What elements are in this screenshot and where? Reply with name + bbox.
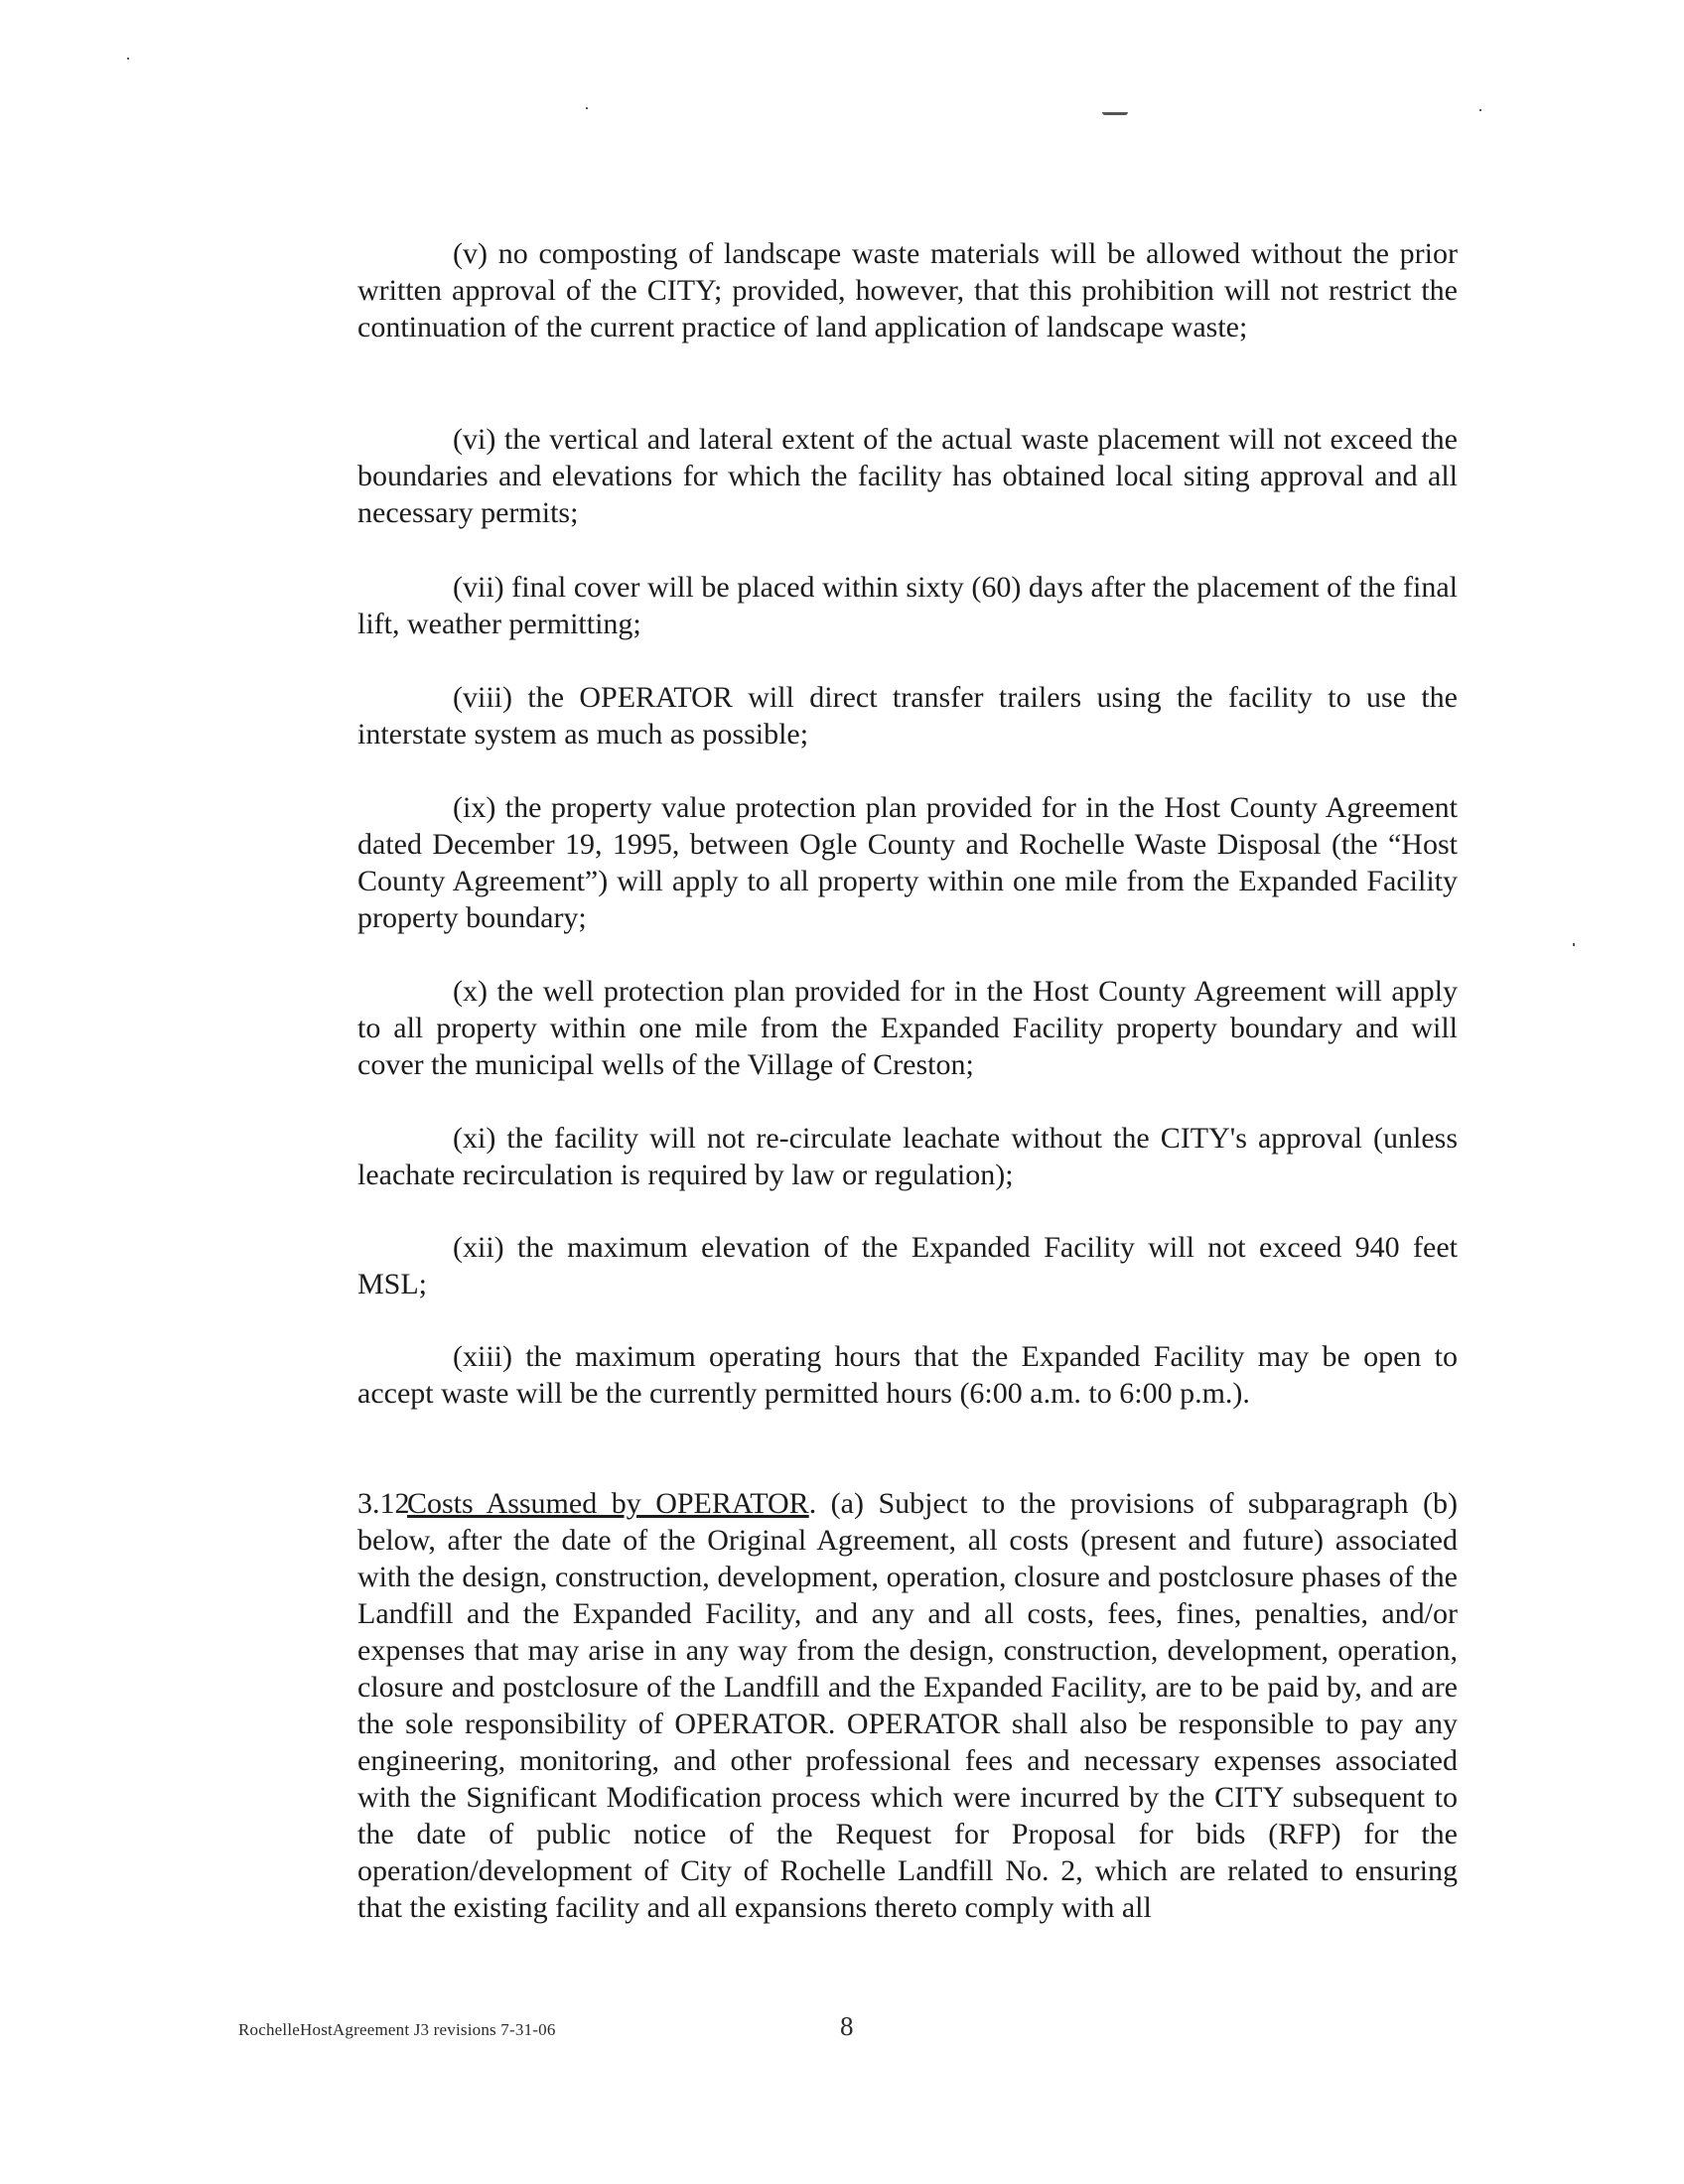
subparagraph-vii: (vii) final cover will be placed within sixty (60) days after the placement of the final lift, weather permitting; — [357, 571, 1458, 640]
subparagraph-ix: (ix) the property value protection plan provided for in the Host County Agreement dated December 19, 1995, between Ogle County and Rochelle Waste Disposal (the “Host County Agreement”) will apply to all property within one mile from the Expanded Facility property boundary; — [357, 791, 1458, 934]
scan-speck — [1102, 112, 1128, 115]
section-number: 3.12 — [357, 1487, 410, 1520]
subparagraph-viii: (viii) the OPERATOR will direct transfer trailers using the facility to use the interstate system as much as possible; — [357, 681, 1458, 751]
scan-speck — [586, 107, 588, 109]
subparagraph-x: (x) the well protection plan provided for in the Host County Agreement will apply to all property within one mile from the Expanded Facility property boundary and will cover the municipal wells of the Village of Creston; — [357, 975, 1458, 1081]
section-heading: Costs Assumed by OPERATOR — [407, 1487, 809, 1520]
subparagraph-xi: (xi) the facility will not re-circulate leachate without the CITY's approval (unless leachate recirculation is required by law or regulation); — [357, 1122, 1458, 1191]
subparagraph-xii: (xii) the maximum elevation of the Expanded Facility will not exceed 940 feet MSL; — [357, 1231, 1458, 1300]
footer-file-id: RochelleHostAgreement J3 revisions 7-31-06 — [238, 2020, 556, 2039]
subparagraph-v: (v) no composting of landscape waste materials will be allowed without the prior written approval of the CITY; provided, however, that this prohibition will not restrict the continuation of the current practice of land application of landscape waste; — [357, 237, 1458, 343]
subparagraph-xiii: (xiii) the maximum operating hours that the Expanded Facility may be open to accept waste will be the currently permitted hours (6:00 a.m. to 6:00 p.m.). — [357, 1340, 1458, 1410]
subparagraph-vi: (vi) the vertical and lateral extent of the actual waste placement will not exceed the boundaries and elevations for which the facility has obtained local siting approval and all necessary permits; — [357, 423, 1458, 529]
scan-speck — [1479, 109, 1481, 111]
section-body: . (a) Subject to the provisions of subparagraph (b) below, after the date of the Original Agreement, all costs (present and future) associated with the design, construction, development, operation, closure and postclosure phases of the Landfill and the Expanded Facility, and any and all costs, fees, fines, penalties, and/or expenses that may arise in any way from the design, construction, development, operation, closure and postclosure of the Landfill and the Expanded Facility, are to be paid by, and are the sole responsibility of OPERATOR. OPERATOR shall also be responsible to pay any engineering, monitoring, and other professional fees and necessary expenses associated with the Significant Modification process which were incurred by the CITY subsequent to the date of public notice of the Request for Proposal for bids (RFP) for the operation/development of City of Rochelle Landfill No. 2, which are related to ensuring that the existing facility and all expansions thereto comply with all — [357, 1487, 1459, 1924]
page-number: 8 — [840, 2011, 854, 2041]
scan-speck — [1573, 943, 1575, 946]
scan-speck — [127, 58, 129, 60]
section-3-12 — [357, 1485, 1458, 1926]
